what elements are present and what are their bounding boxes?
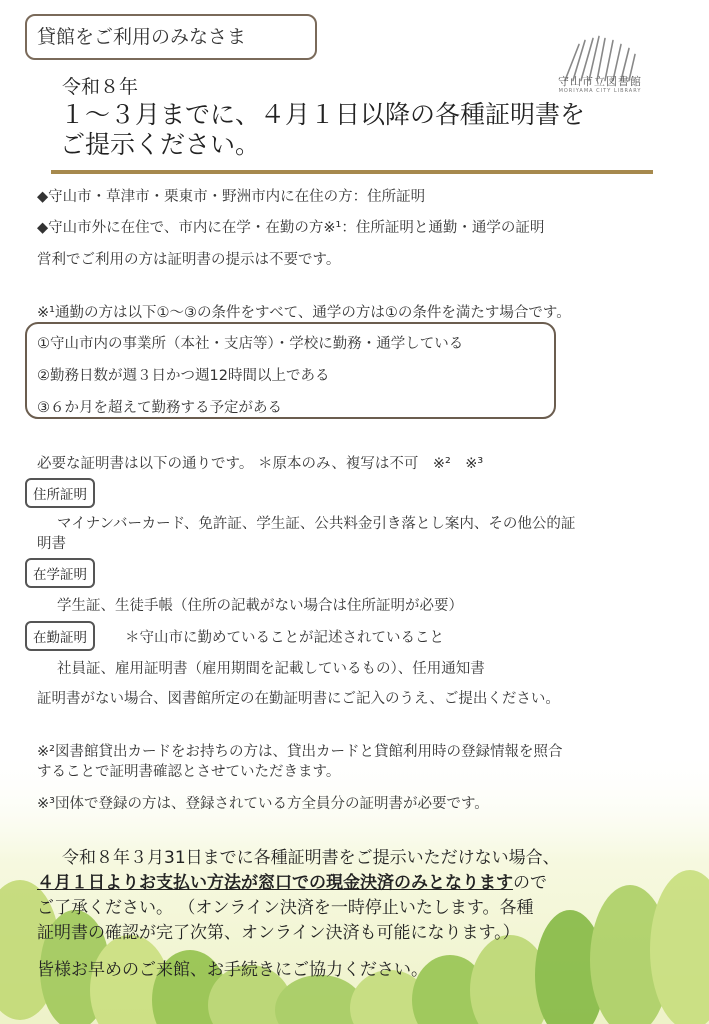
library-name: 守山市立図書館 bbox=[558, 75, 642, 88]
note-2-line-2: することで証明書確認とさせていただきます。 bbox=[37, 764, 341, 780]
work-proof-fallback: 証明書がない場合、図書館所定の在勤証明書にご記入のうえ、ご提出ください。 bbox=[37, 691, 560, 707]
requirement-line: 営利でご利用の方は証明書の提示は不要です。 bbox=[37, 252, 341, 268]
note-1: ※¹通勤の方は以下①～③の条件をすべて、通学の方は①の条件を満たす場合です。 bbox=[37, 305, 571, 321]
addressee-box: 貸館をご利用のみなさま bbox=[25, 14, 317, 60]
address-proof-text-cont: 明書 bbox=[37, 536, 66, 552]
notice-line-3: ご了承ください。 （オンライン決済を一時停止いたします。各種 bbox=[37, 898, 534, 918]
notice-line-5: 皆様お早めのご来館、お手続きにご協力ください。 bbox=[37, 960, 428, 980]
notice-emphasis: ４月１日よりお支払い方法が窓口での現金決済のみとなります bbox=[37, 873, 513, 893]
year-label: 令和８年 bbox=[62, 76, 139, 98]
required-docs-intro: 必要な証明書は以下の通りです。 ＊原本のみ、複写は不可 ※² ※³ bbox=[37, 456, 484, 472]
school-proof-text: 学生証、生徒手帳（住所の記載がない場合は住所証明が必要） bbox=[57, 598, 463, 614]
work-proof-note: ＊守山市に勤めていることが記述されていること bbox=[125, 630, 444, 646]
requirement-line: ◆守山市・草津市・栗東市・野洲市内に在住の方：住所証明 bbox=[37, 189, 426, 205]
condition-item: ②勤務日数が週３日かつ週12時間以上である bbox=[37, 368, 330, 384]
library-name-romaji: MORIYAMA CITY LIBRARY bbox=[558, 88, 642, 94]
page-title bbox=[60, 100, 680, 160]
note-3: ※³団体で登録の方は、登録されている方全員分の証明書が必要です。 bbox=[37, 796, 489, 812]
headline-line-1: １～３月までに、４月１日以降の各種証明書を bbox=[60, 100, 586, 129]
work-proof-tag: 在勤証明 bbox=[25, 621, 95, 651]
requirement-line: ◆守山市外に在住で、市内に在学・在勤の方※¹：住所証明と通勤・通学の証明 bbox=[37, 220, 545, 236]
headline-line-2: ご提示ください。 bbox=[60, 130, 261, 159]
condition-item: ③６か月を超えて勤務する予定がある bbox=[37, 400, 282, 416]
school-proof-tag: 在学証明 bbox=[25, 558, 95, 588]
address-proof-tag: 住所証明 bbox=[25, 478, 95, 508]
address-proof-text: マイナンバーカード、免許証、学生証、公共料金引き落とし案内、その他公的証 bbox=[57, 516, 576, 532]
notice-line-1: 令和８年３月31日までに各種証明書をご提示いただけない場合、 bbox=[62, 848, 560, 868]
title-divider bbox=[51, 170, 653, 174]
note-2-line-1: ※²図書館貸出カードをお持ちの方は、貸出カードと貸館利用時の登録情報を照合 bbox=[37, 744, 563, 760]
notice-line-2 bbox=[37, 871, 547, 896]
condition-item: ①守山市内の事業所（本社・支店等）・学校に勤務・通学している bbox=[37, 336, 464, 352]
work-proof-text: 社員証、雇用証明書（雇用期間を記載しているもの）、任用通知書 bbox=[57, 661, 485, 677]
notice-line-2-rest: ので bbox=[513, 873, 547, 893]
notice-line-4: 証明書の確認が完了次第、オンライン決済も可能になります。） bbox=[37, 923, 520, 943]
